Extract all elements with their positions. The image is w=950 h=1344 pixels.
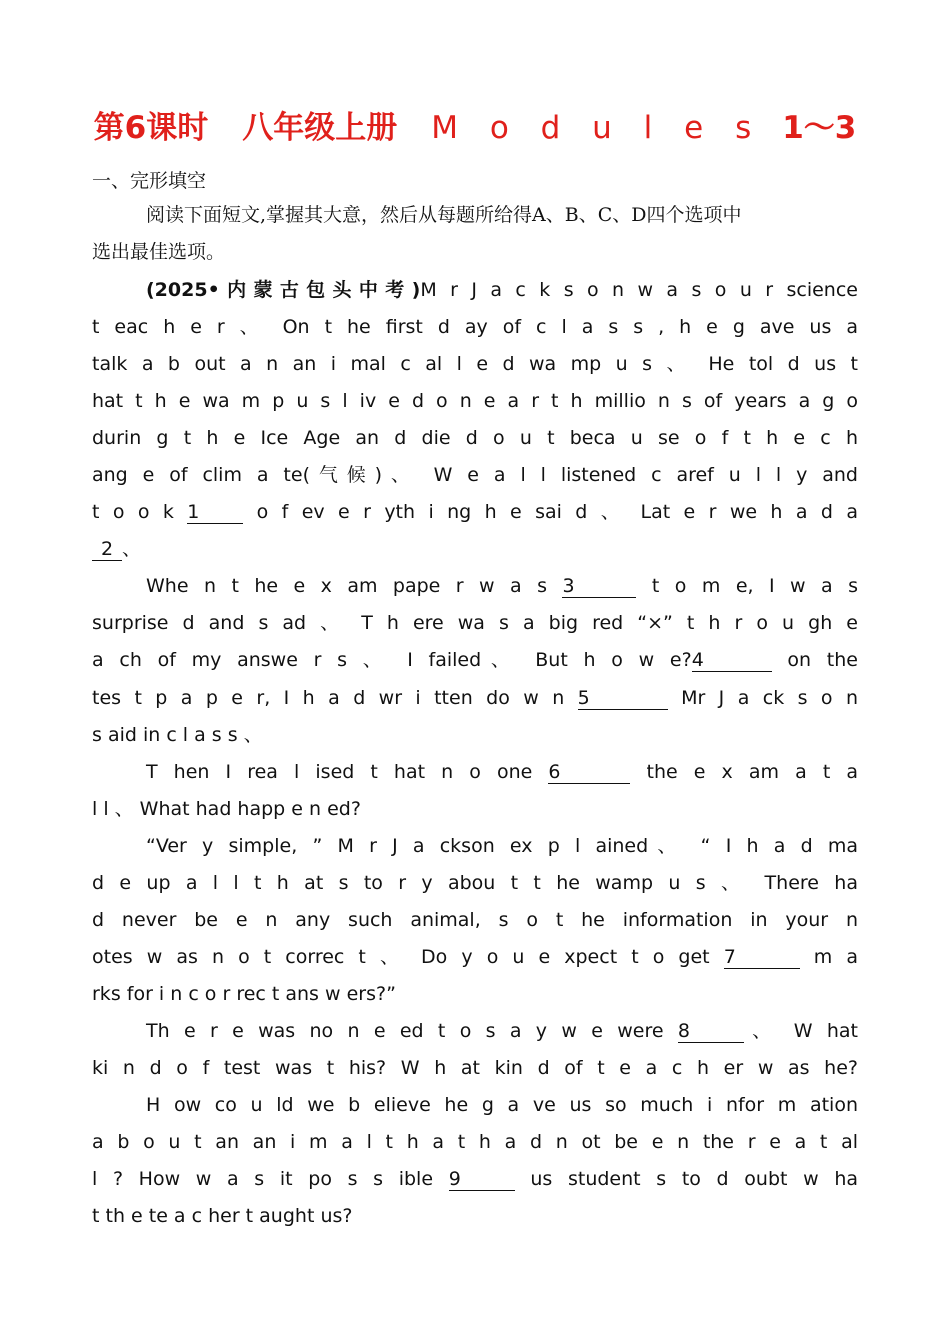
passage-line	[92, 796, 858, 822]
passage-text: T hen I rea l ised t hat n o one	[146, 761, 549, 783]
passage-text: durin g t h e Ice Age an d die d o u t beca u se o f t h e c h	[92, 427, 858, 449]
passage-line	[92, 685, 858, 711]
passage-line	[146, 1092, 858, 1118]
passage-text: l ? How w a s it po s s ible	[92, 1168, 449, 1190]
passage-text: Mr J a ck s o n	[667, 687, 858, 709]
passage-line	[92, 462, 858, 488]
passage-line	[146, 759, 858, 785]
passage-line	[146, 573, 858, 599]
passage-line	[92, 1203, 858, 1229]
passage-text: t o m e, I w a s	[636, 575, 858, 597]
passage-line	[92, 610, 858, 636]
passage-text: Th e r e was no n e ed t o s a y w e were	[146, 1020, 678, 1042]
passage-line	[146, 277, 858, 303]
passage-line	[92, 1129, 858, 1155]
page-title	[0, 102, 950, 147]
passage-line	[146, 1018, 858, 1044]
passage-text: hat t h e wa m p u s l iv e d o n e a r t h millio n s of years a g o	[92, 390, 858, 412]
passage-text: 、 W hat	[743, 1020, 858, 1042]
passage-text: “Ver y simple, ” M r J a ckson ex p l ained、 “ I h a d ma	[146, 835, 858, 857]
instructions-line: 阅读下面短文,掌握其大意，然后从每题所给得A、B、C、D四个选项中	[146, 204, 742, 226]
passage-text: tes t p a p e r, I h a d wr i tten do w n	[92, 687, 578, 709]
passage-line	[92, 425, 858, 451]
passage-text: a ch of my answe r s 、 I failed、 But h o w e?	[92, 649, 692, 671]
passage-line	[92, 314, 858, 340]
title-grade: 八年级上册	[242, 110, 398, 146]
passage-line	[92, 944, 858, 970]
title-lesson: 第6课时	[93, 110, 209, 146]
passage-text: l l 、 What had happ e n ed?	[92, 798, 361, 820]
cloze-blank-6[interactable]: 6	[548, 761, 630, 784]
cloze-blank-5[interactable]: 5	[578, 687, 668, 710]
passage-text: m a	[799, 946, 858, 968]
cloze-blank-2[interactable]: 2	[92, 538, 122, 561]
source-label: (2025•内蒙古包头中考)	[146, 279, 421, 301]
passage-text: s aid in c l a s s 、	[92, 724, 263, 746]
passage-text: H ow co u ld we b elieve he g a ve us so much i nfor m ation	[146, 1094, 858, 1116]
cloze-blank-4[interactable]: 4	[692, 649, 772, 672]
passage-text: o f ev e r yth i ng h e sai d 、 Lat e r we h a d a	[243, 501, 858, 523]
passage-text: otes w as n o t correc t 、 Do y o u e xpect t o get	[92, 946, 724, 968]
cloze-blank-7[interactable]: 7	[724, 946, 800, 969]
passage-text: ki n d o f test was t his? W h at kin d of t e a c h er w as he?	[92, 1057, 858, 1079]
instructions-line: 选出最佳选项。	[92, 241, 226, 263]
passage-line	[146, 833, 858, 859]
passage-text: ang e of clim a te(气候)、 W e a l l listened c aref u l l y and	[92, 464, 858, 486]
title-modules: M o d u l e s	[431, 110, 763, 146]
passage-text: us student s to d oubt w ha	[514, 1168, 859, 1190]
cloze-blank-8[interactable]: 8	[678, 1020, 744, 1043]
passage-line	[92, 647, 858, 673]
passage-text: on the	[771, 649, 858, 671]
passage-line	[92, 388, 858, 414]
passage-text: surprise d and s ad 、 T h ere wa s a big red “×” t h r o u gh e	[92, 612, 858, 634]
passage-line	[92, 499, 858, 525]
passage-line	[92, 1055, 858, 1081]
passage-line	[92, 981, 858, 1007]
passage-text: 、	[122, 538, 142, 560]
passage-text: the e x am a t a	[630, 761, 858, 783]
passage-text: a b o u t an an i m a l t h a t h a d n ot be e n the r e a t al	[92, 1131, 858, 1153]
cloze-blank-1[interactable]: 1	[187, 501, 243, 524]
passage-text: t th e te a c her t aught us?	[92, 1205, 353, 1227]
passage-line	[92, 722, 858, 748]
passage-text: talk a b out a n an i mal c al l e d wa mp u s 、 He tol d us t	[92, 353, 858, 375]
passage-text: rks for i n c o r rec t ans w ers?”	[92, 983, 396, 1005]
passage-line	[92, 351, 858, 377]
cloze-blank-9[interactable]: 9	[449, 1168, 515, 1191]
passage-text: d e up a l l t h at s to r y abou t t he wamp u s 、 There ha	[92, 872, 858, 894]
passage-line	[92, 870, 858, 896]
cloze-blank-3[interactable]: 3	[562, 575, 636, 598]
passage-text: Whe n t he e x am pape r w a s	[146, 575, 563, 597]
passage-text: d never be e n any such animal, s o t he information in your n	[92, 909, 858, 931]
passage-line	[92, 1166, 858, 1192]
passage-line	[92, 536, 858, 562]
passage-text: t eac h e r 、 On t he first d ay of c l a s s , h e g ave us a	[92, 316, 858, 338]
passage-text: t o o k	[92, 501, 188, 523]
title-range: 1～3	[782, 110, 857, 146]
passage-line	[92, 907, 858, 933]
passage-text: M r J a c k s o n w a s o u r science	[420, 279, 858, 301]
section-heading: 一、完形填空	[92, 170, 207, 192]
